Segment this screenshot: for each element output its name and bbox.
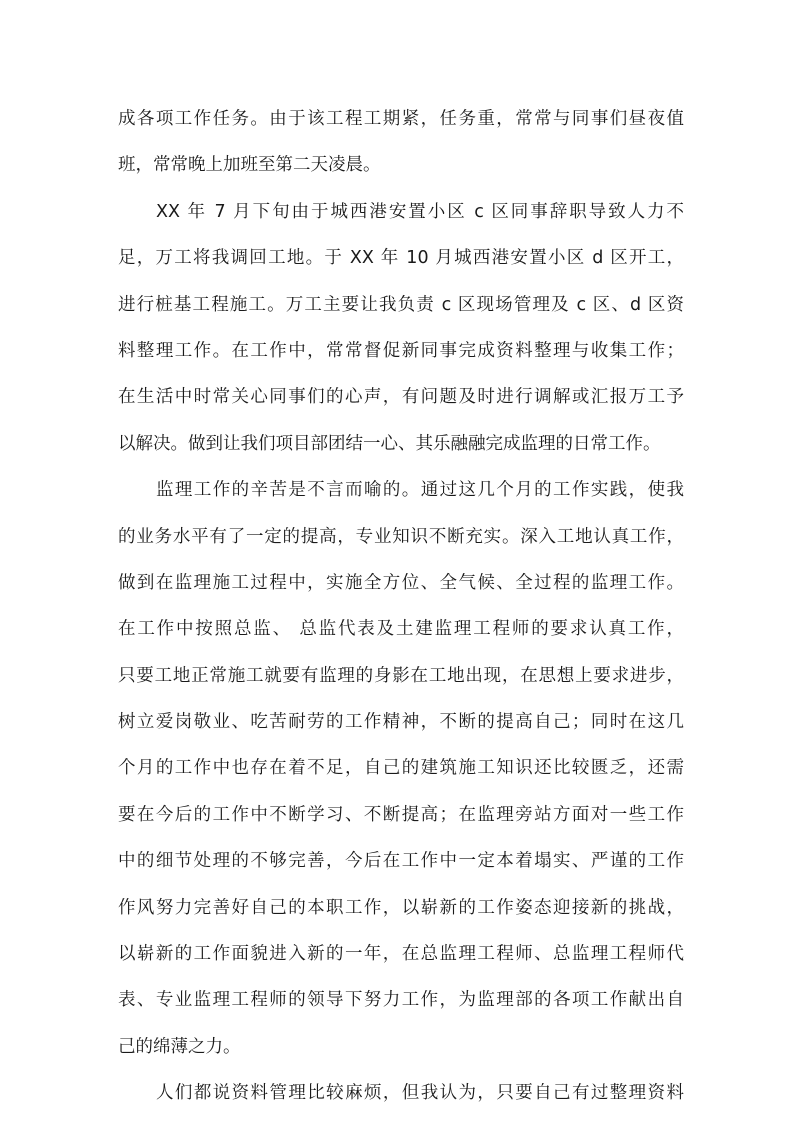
text-line: 在工作中按照总监、 总监代表及土建监理工程师的要求认真工作， <box>118 619 684 640</box>
text-line: 以解决。做到让我们项目部团结一心、其乐融融完成监理的日常工作。 <box>118 433 661 454</box>
text-line: 做到在监理施工过程中，实施全方位、全气候、全过程的监理工作。 <box>118 572 684 593</box>
text-line: XX 年 7 月下旬由于城西港安置小区 c 区同事辞职导致人力不 <box>156 201 684 222</box>
text-line: 个月的工作中也存在着不足，自己的建筑施工知识还比较匮乏，还需 <box>118 758 684 779</box>
text-line: 成各项工作任务。由于该工程工期紧，任务重，常常与同事们昼夜值 <box>118 109 684 129</box>
body-text <box>118 96 684 1117</box>
text-line: 监理工作的辛苦是不言而喻的。通过这几个月的工作实践，使我 <box>156 480 684 501</box>
text-line: 在生活中时常关心同事们的心声，有问题及时进行调解或汇报万工予 <box>118 387 684 408</box>
text-line: 足，万工将我调回工地。于 XX 年 10 月城西港安置小区 d 区开工， <box>118 248 684 269</box>
text-line: 中的细节处理的不够完善，今后在工作中一定本着塌实、严谨的工作 <box>118 851 684 872</box>
text-line: 的业务水平有了一定的提高，专业知识不断充实。深入工地认真工作， <box>118 526 684 547</box>
text-line: 表、专业监理工程师的领导下努力工作，为监理部的各项工作献出自 <box>118 990 684 1011</box>
text-line: 进行桩基工程施工。万工主要让我负责 c 区现场管理及 c 区、d 区资 <box>118 294 684 315</box>
text-line: 要在今后的工作中不断学习、不断提高；在监理旁站方面对一些工作 <box>118 804 684 825</box>
text-line: 树立爱岗敬业、吃苦耐劳的工作精神，不断的提高自己；同时在这几 <box>118 712 684 733</box>
text-line: 班，常常晚上加班至第二天凌晨。 <box>118 155 381 176</box>
text-line: 己的绵薄之力。 <box>118 1036 241 1057</box>
text-line: 作风努力完善好自己的本职工作，以崭新的工作姿态迎接新的挑战， <box>118 897 684 918</box>
text-line: 人们都说资料管理比较麻烦，但我认为，只要自己有过整理资料 <box>156 1083 684 1104</box>
text-line: 料整理工作。在工作中，常常督促新同事完成资料整理与收集工作； <box>118 340 684 361</box>
text-line: 以崭新的工作面貌进入新的一年，在总监理工程师、总监理工程师代 <box>118 944 684 965</box>
text-line: 只要工地正常施工就要有监理的身影在工地出现，在思想上要求进步， <box>118 665 684 686</box>
